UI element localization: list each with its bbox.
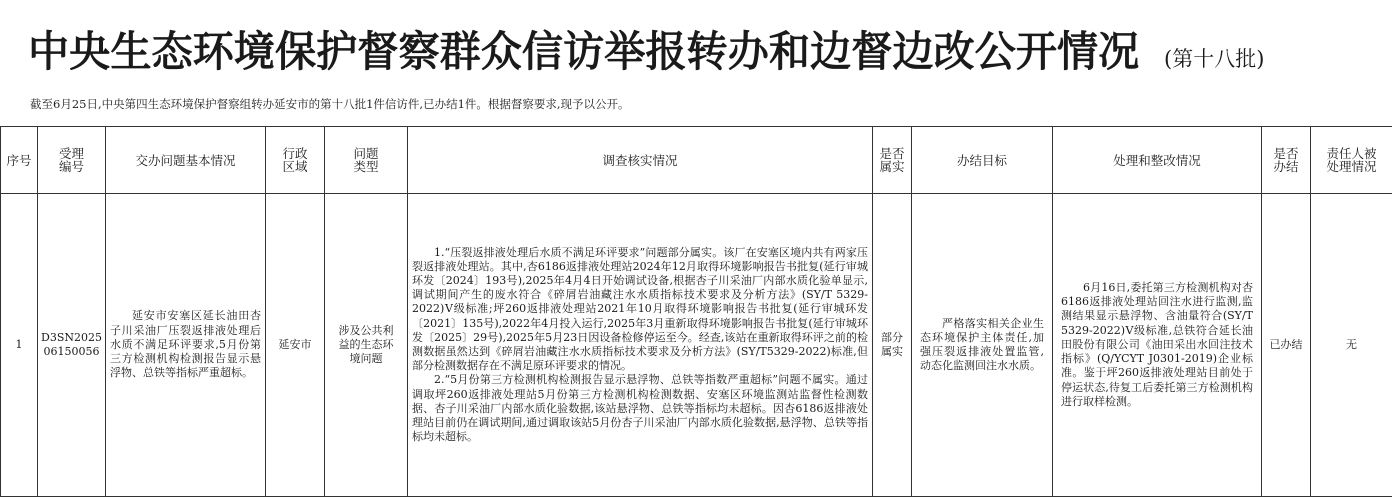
cell-issue <box>106 194 266 497</box>
page-header <box>28 20 1388 84</box>
goal-text: 严格落实相关企业生态环境保护主体责任,加强压裂返排液处置监管,动态化监测回注水水质。 <box>920 316 1044 373</box>
table-row <box>1 194 1392 497</box>
header-handling: 处理和整改情况 <box>1053 127 1262 194</box>
cell-is-true: 部分属实 <box>873 194 912 497</box>
page-subtitle: (第十八批) <box>1164 47 1265 71</box>
notice-text: 截至6月25日,中央第四生态环境保护督察组转办延安市的第十八批1件信访件,已办结1件。根据督察要求,现予以公开。 <box>30 97 630 111</box>
header-case-no: 受理 编号 <box>38 127 106 194</box>
cell-accountability: 无 <box>1311 194 1392 497</box>
cell-region: 延安市 <box>266 194 325 497</box>
investigation-paragraph-1: 1.“压裂返排液处理后水质不满足环评要求”问题部分属实。该厂在安塞区境内共有两家压裂返排液处理站。其中,杏6186返排液处理站2024年12月取得环境影响报告书批复(延行审城环发〔2024〕193号),2025年4月4日开始调试设备,根据杏子川采油厂内部水质化验单显示,调试期间产生的废水符合《碎屑岩油藏注水水质指标技术要求及分析方法》(SY/T 5329-2022)Ⅴ级标准;坪260返排液处理站2021年10月取得环境影响报告书批复(延行审城环发〔2021〕135号),2022年4月投入运行,2025年3月重新取得环境影响报告书批复(延行审城环发〔2025〕29号),2025年5月23日因设备检修停运至今。经查,该站在重新取得环评之前的检测数据虽然达到《碎屑岩油藏注水水质指标技术要求及分析方法》(SY/T5329-2022)标准,但部分检测数据存在不满足原环评要求的情况。 <box>412 245 868 373</box>
header-issue: 交办问题基本情况 <box>106 127 266 194</box>
handling-text: 6月16日,委托第三方检测机构对杏6186返排液处理站回注水进行监测,监测结果显示悬浮物、含油量符合(SY/T 5329-2022)Ⅴ级标准,总铁符合延长油田股份有限公司《油田采出水回注技术指标》(Q/YCYT J0301-2019)企业标准。鉴于坪260返排液处理站目前处于停运状态,待复工后委托第三方检测机构进行取样检测。 <box>1061 281 1253 408</box>
cell-handling <box>1053 194 1262 497</box>
header-is-true: 是否 属实 <box>873 127 912 194</box>
petition-table <box>0 126 1392 497</box>
header-accountability: 责任人被 处理情况 <box>1311 127 1392 194</box>
page-title: 中央生态环境保护督察群众信访举报转办和边督边改公开情况 <box>28 27 1140 76</box>
table-header-row <box>1 127 1392 194</box>
issue-text: 延安市安塞区延长油田杏子川采油厂压裂返排液处理后水质不满足环评要求,5月份第三方检测机构检测报告显示悬浮物、总铁等指标严重超标。 <box>110 309 261 380</box>
cell-investigation <box>408 194 873 497</box>
header-seq: 序号 <box>1 127 38 194</box>
cell-seq: 1 <box>1 194 38 497</box>
header-goal: 办结目标 <box>912 127 1053 194</box>
header-region: 行政 区域 <box>266 127 325 194</box>
cell-case-no: D3SN2025 06150056 <box>38 194 106 497</box>
cell-is-done: 已办结 <box>1262 194 1311 497</box>
cell-type: 涉及公共利益的生态环境问题 <box>325 194 408 497</box>
header-type: 问题 类型 <box>325 127 408 194</box>
cell-goal <box>912 194 1053 497</box>
investigation-paragraph-2: 2.“5月份第三方检测机构检测报告显示悬浮物、总铁等指数严重超标”问题不属实。通过调取坪260返排液处理站5月份第三方检测机构检测数据、安塞区环境监测站监督性检测数据、杏子川采油厂内部水质化验数据,该站悬浮物、总铁等指标均未超标。因杏6186返排液处理站目前仍在调试期间,通过调取该站5月份杏子川采油厂内部水质化验数据,悬浮物、总铁等指标均未超标。 <box>412 373 868 444</box>
header-investigation: 调查核实情况 <box>408 127 873 194</box>
header-is-done: 是否 办结 <box>1262 127 1311 194</box>
